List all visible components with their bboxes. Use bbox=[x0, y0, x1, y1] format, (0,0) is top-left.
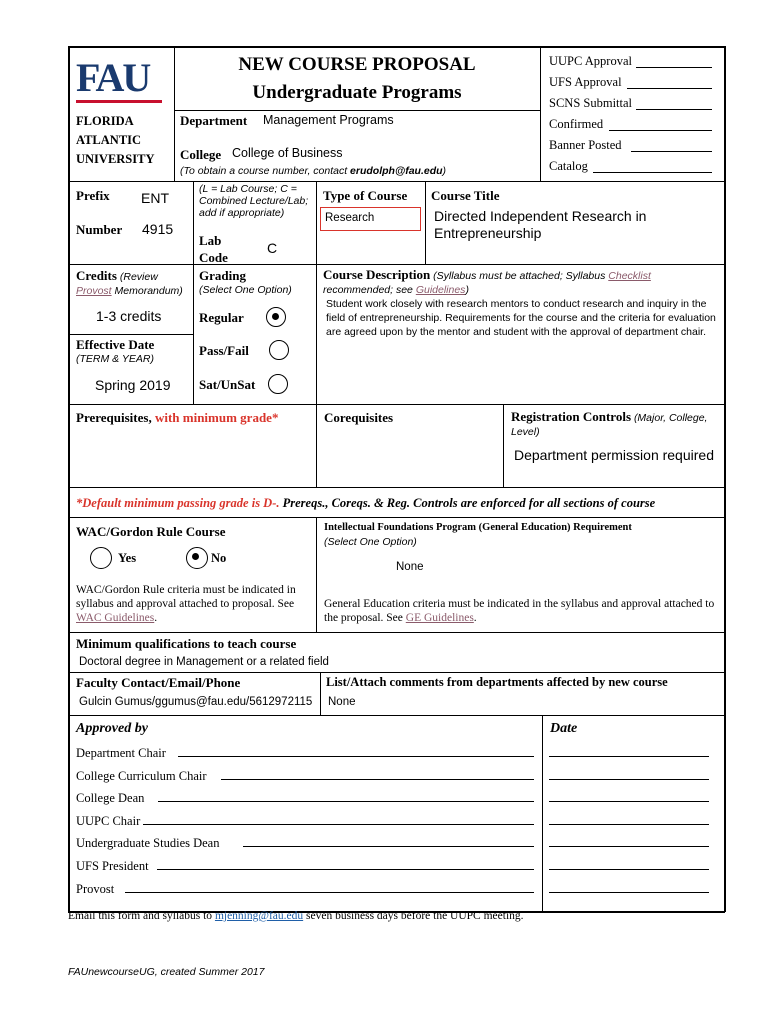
number-label: Number bbox=[76, 222, 123, 237]
wac-guidelines-link[interactable]: WAC Guidelines bbox=[76, 612, 155, 624]
form-subtitle: Undergraduate Programs bbox=[252, 82, 462, 103]
approved-by-label: Approved by bbox=[76, 721, 148, 736]
signature-field[interactable] bbox=[157, 869, 534, 870]
divider bbox=[68, 487, 725, 488]
divider bbox=[316, 517, 317, 633]
date-field[interactable] bbox=[549, 779, 709, 780]
banner-posted-label: Banner Posted bbox=[549, 138, 622, 152]
signature-field[interactable] bbox=[143, 824, 534, 825]
ifp-note: (Select One Option) bbox=[324, 536, 417, 548]
corequisites-label: Corequisites bbox=[324, 410, 394, 425]
divider bbox=[320, 672, 321, 716]
date-label: Date bbox=[550, 721, 578, 736]
wac-yes-label: Yes bbox=[118, 551, 137, 565]
faculty-contact-field[interactable]: Gulcin Gumus/ggumus@fau.edu/5612972115 bbox=[79, 696, 313, 708]
grading-passfail-label: Pass/Fail bbox=[199, 343, 249, 358]
provost-memo-link[interactable]: Provost bbox=[76, 285, 112, 297]
approver-label: Undergraduate Studies Dean bbox=[76, 836, 220, 851]
form-border-top bbox=[68, 46, 725, 48]
divider bbox=[68, 404, 725, 405]
syllabus-checklist-link[interactable]: Checklist bbox=[608, 270, 651, 282]
department-label: Department bbox=[180, 113, 248, 128]
course-description-field[interactable]: Student work closely with research mentors to conduct research and inquiry in the field of entrepreneurship. Requirements for the course and the criteria for evaluation are agreed upon by the mentor and student with the approval of department chair. bbox=[326, 298, 716, 338]
grading-note: (Select One Option) bbox=[199, 284, 292, 296]
registration-controls-label: Registration Controls (Major, College, Level) bbox=[511, 409, 708, 438]
uupc-approval-label: UUPC Approval bbox=[549, 54, 632, 68]
wac-label: WAC/Gordon Rule Course bbox=[76, 524, 226, 539]
date-field[interactable] bbox=[549, 824, 709, 825]
form-title: NEW COURSE PROPOSAL bbox=[238, 54, 476, 75]
divider bbox=[542, 715, 543, 912]
signature-field[interactable] bbox=[178, 756, 534, 757]
divider bbox=[316, 404, 317, 488]
divider bbox=[68, 715, 725, 716]
faculty-contact-label: Faculty Contact/Email/Phone bbox=[76, 675, 241, 690]
college-label: College bbox=[180, 147, 222, 162]
approver-label: Provost bbox=[76, 881, 115, 896]
confirmed-label: Confirmed bbox=[549, 117, 604, 131]
prerequisites-label: Prerequisites, with minimum grade* bbox=[76, 410, 279, 425]
date-field[interactable] bbox=[549, 846, 709, 847]
default-grade-note: *Default minimum passing grade is D-. Prereqs., Coreqs. & Reg. Controls are enforced for all sections of course bbox=[76, 496, 656, 510]
date-field[interactable] bbox=[549, 801, 709, 802]
minimum-qualifications-field[interactable]: Doctoral degree in Management or a related field bbox=[79, 656, 329, 668]
effective-date-label: Effective Date bbox=[76, 337, 155, 352]
contact-email[interactable]: erudolph@fau.edu bbox=[350, 165, 443, 177]
ge-guidelines-link[interactable]: GE Guidelines bbox=[405, 612, 474, 624]
department-comments-label: List/Attach comments from departments affected by new course bbox=[326, 675, 668, 689]
divider bbox=[316, 181, 317, 405]
divider bbox=[68, 264, 725, 265]
date-field[interactable] bbox=[549, 892, 709, 893]
credits-field[interactable]: 1-3 credits bbox=[96, 308, 162, 324]
wac-no-radio[interactable] bbox=[186, 547, 208, 569]
catalog-label: Catalog bbox=[549, 159, 588, 173]
divider bbox=[68, 672, 725, 673]
prefix-field[interactable]: ENT bbox=[141, 190, 169, 206]
registration-controls-field[interactable]: Department permission required bbox=[514, 447, 714, 463]
divider bbox=[68, 632, 725, 633]
university-name: FLORIDA ATLANTIC UNIVERSITY bbox=[76, 114, 155, 166]
divider bbox=[68, 181, 725, 182]
uupc-approval-field[interactable] bbox=[636, 67, 712, 68]
form-version-note: FAUnewcourseUG, created Summer 2017 bbox=[68, 966, 265, 978]
grading-regular-radio[interactable] bbox=[266, 307, 286, 327]
lab-code-field[interactable]: C bbox=[267, 240, 278, 256]
ufs-approval-field[interactable] bbox=[627, 88, 712, 89]
divider bbox=[174, 110, 540, 111]
minimum-qualifications-label: Minimum qualifications to teach course bbox=[76, 636, 297, 651]
date-field[interactable] bbox=[549, 756, 709, 757]
wac-note: WAC/Gordon Rule criteria must be indicated in syllabus and approval attached to proposal. See WAC Guidelines. bbox=[76, 584, 296, 624]
effective-date-field[interactable]: Spring 2019 bbox=[95, 377, 171, 393]
divider bbox=[425, 181, 426, 265]
department-field[interactable]: Management Programs bbox=[263, 113, 394, 127]
signature-field[interactable] bbox=[125, 892, 534, 893]
approver-label: College Curriculum Chair bbox=[76, 768, 207, 783]
divider bbox=[68, 517, 725, 518]
scns-submittal-field[interactable] bbox=[636, 109, 712, 110]
form-border-right bbox=[724, 46, 726, 912]
catalog-field[interactable] bbox=[593, 172, 712, 173]
divider bbox=[193, 181, 194, 405]
signature-field[interactable] bbox=[158, 801, 534, 802]
grading-satunsat-label: Sat/UnSat bbox=[199, 377, 256, 392]
number-field[interactable]: 4915 bbox=[142, 221, 174, 237]
fau-logo: FAU bbox=[76, 58, 166, 102]
ifp-criteria-note: General Education criteria must be indicated in the syllabus and approval attached to the proposal. See GE Guidelines. bbox=[324, 598, 715, 624]
divider bbox=[68, 334, 193, 335]
email-instructions: Email this form and syllabus to mjenning@fau.edu seven business days before the UUPC meeting. bbox=[68, 910, 524, 922]
date-field[interactable] bbox=[549, 869, 709, 870]
divider bbox=[540, 46, 541, 182]
guidelines-link[interactable]: Guidelines bbox=[415, 284, 466, 296]
type-of-course-select[interactable]: Research bbox=[320, 207, 421, 231]
approver-label: Department Chair bbox=[76, 746, 166, 760]
approver-label: College Dean bbox=[76, 791, 145, 806]
approver-label: UUPC Chair bbox=[76, 813, 141, 828]
divider bbox=[503, 404, 504, 488]
college-field[interactable]: College of Business bbox=[232, 146, 343, 160]
signature-field[interactable] bbox=[243, 846, 534, 847]
ufs-approval-label: UFS Approval bbox=[549, 75, 622, 89]
grading-satunsat-radio[interactable] bbox=[268, 374, 288, 394]
type-of-course-label: Type of Course bbox=[323, 188, 408, 203]
wac-yes-radio[interactable] bbox=[90, 547, 112, 569]
lab-code-label: Lab Code bbox=[199, 233, 228, 265]
course-title-label: Course Title bbox=[431, 188, 500, 203]
department-comments-field[interactable]: None bbox=[328, 696, 356, 708]
signature-field[interactable] bbox=[221, 779, 534, 780]
course-description-label: Course Description (Syllabus must be attached; Syllabus Checklist recommended; see Guidelines) bbox=[323, 267, 651, 296]
effective-date-note: (TERM & YEAR) bbox=[76, 353, 154, 365]
course-title-field[interactable]: Directed Independent Research in Entrepreneurship bbox=[434, 208, 647, 241]
form-border-left bbox=[68, 46, 70, 912]
wac-no-label: No bbox=[211, 551, 227, 565]
contact-note: (To obtain a course number, contact erudolph@fau.edu) bbox=[180, 165, 447, 177]
prefix-label: Prefix bbox=[76, 188, 110, 203]
credits-label: Credits (Review Provost Memorandum) bbox=[76, 268, 183, 297]
ifp-label: Intellectual Foundations Program (General Education) Requirement bbox=[324, 522, 632, 533]
grading-label: Grading bbox=[199, 268, 246, 283]
submission-email-link[interactable]: mjenning@fau.edu bbox=[214, 910, 304, 922]
banner-posted-field[interactable] bbox=[631, 151, 712, 152]
grading-passfail-radio[interactable] bbox=[269, 340, 289, 360]
scns-submittal-label: SCNS Submittal bbox=[549, 96, 633, 110]
grading-regular-label: Regular bbox=[199, 310, 244, 325]
confirmed-field[interactable] bbox=[609, 130, 712, 131]
lab-code-note: (L = Lab Course; C = Combined Lecture/Lab; add if appropriate) bbox=[199, 183, 309, 219]
ifp-select[interactable]: None bbox=[396, 561, 424, 573]
approver-label: UFS President bbox=[76, 859, 149, 873]
